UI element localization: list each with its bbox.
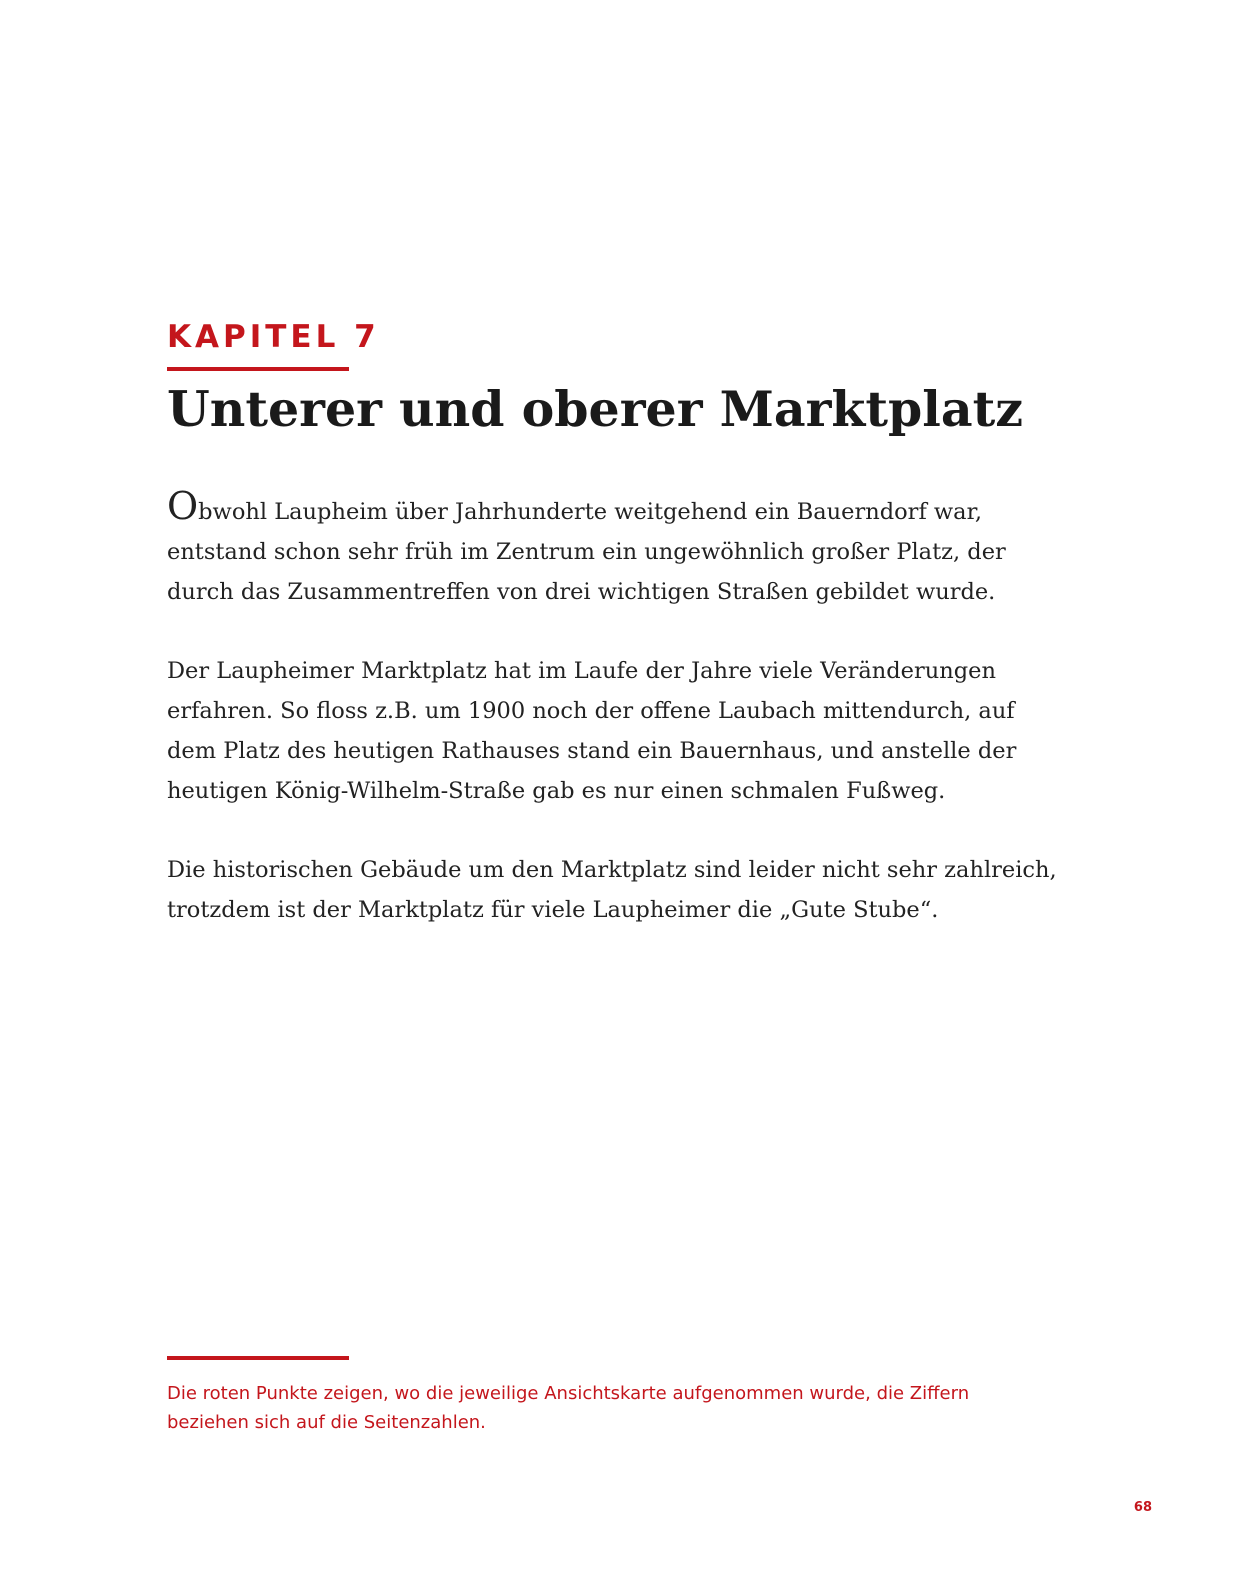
paragraph-3: Die historischen Gebäude um den Marktplatz sind leider nicht sehr zahlreich, trotzdem ist der Marktplatz für viele Laupheimer die „Gute Stube“.	[167, 857, 1057, 923]
dropcap: O	[167, 484, 199, 528]
paragraph-1-text: bwohl Laupheim über Jahrhunderte weitgehend ein Bauerndorf war, entstand schon sehr früh im Zentrum ein ungewöhnlich großer Platz, der durch das Zusammentreffen von drei wichtigen Straßen gebildet wurde.	[167, 499, 1006, 605]
paragraph-2: Der Laupheimer Marktplatz hat im Laufe der Jahre viele Veränderungen erfahren. So floss z.B. um 1900 noch der offene Laubach mittendurch, auf dem Platz des heutigen Rathauses stand ein Bauernhaus, und anstelle der heutigen König-Wilhelm-Straße gab es nur einen schmalen Fußweg.	[167, 658, 1017, 804]
chapter-title: Unterer und oberer Marktplatz	[167, 380, 1024, 438]
page-number: 68	[1133, 1500, 1152, 1515]
footnote-divider	[167, 1356, 349, 1360]
paragraph-1	[167, 484, 1057, 612]
footnote: Die roten Punkte zeigen, wo die jeweilige Ansichtskarte aufgenommen wurde, die Ziffern beziehen sich auf die Seitenzahlen.	[167, 1383, 970, 1433]
chapter-label: KAPITEL 7	[167, 319, 380, 355]
body-text	[167, 484, 1057, 969]
chapter-divider	[167, 367, 349, 371]
